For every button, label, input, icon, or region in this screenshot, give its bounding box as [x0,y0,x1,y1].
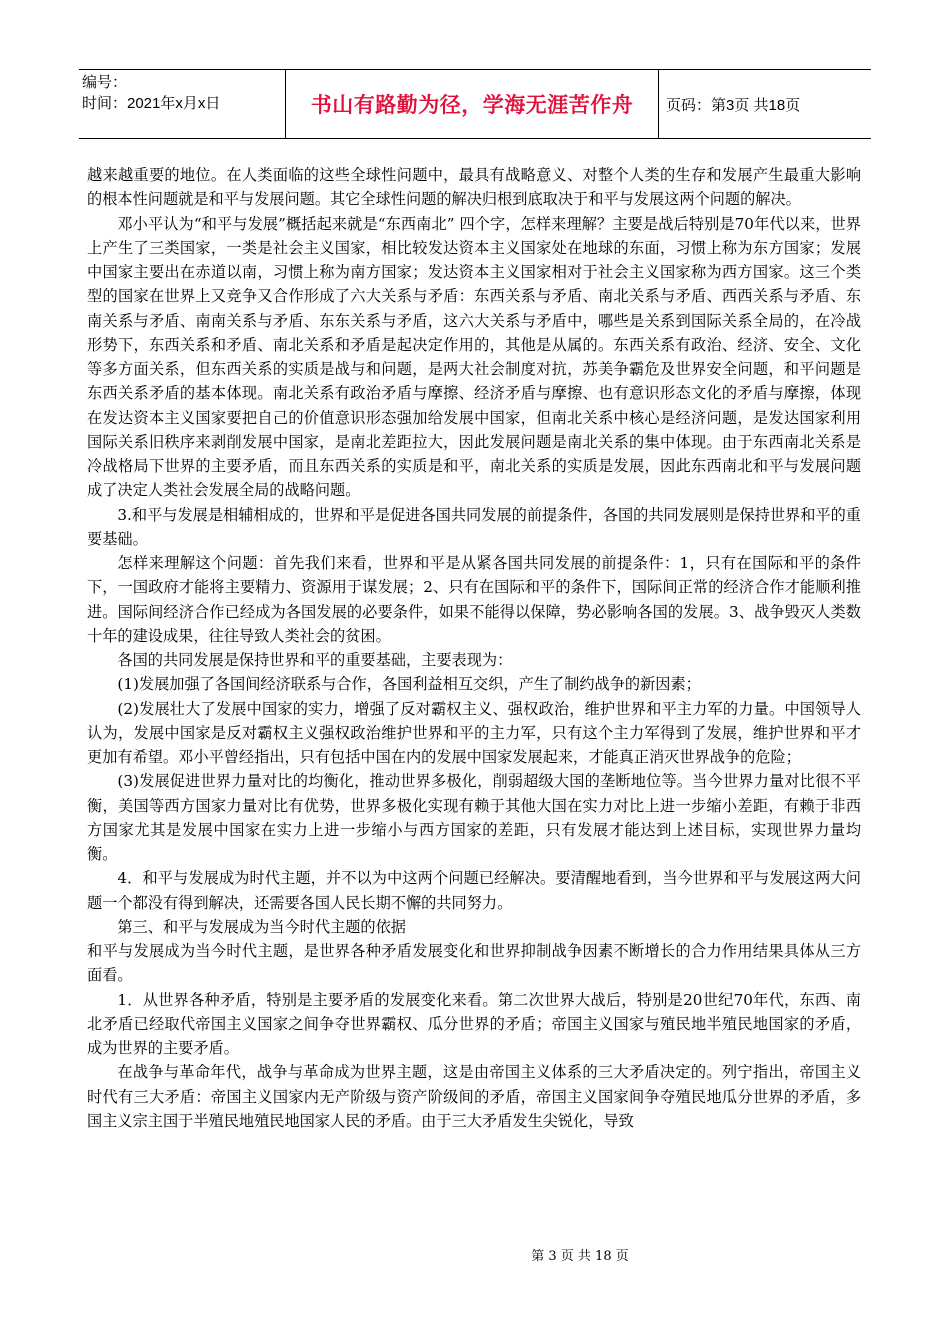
body-paragraph: 3.和平与发展是相辅相成的，世界和平是促进各国共同发展的前提条件，各国的共同发展则是保持世界和平的重要基础。 [87,505,861,548]
body-paragraph: 怎样来理解这个问题：首先我们来看，世界和平是从紧各国共同发展的前提条件：1，只有在国际和平的条件下，一国政府才能将主要精力、资源用于谋发展；2、只有在国际和平的条件下，国际间正常的经济合作才能顺利推进。国际间经济合作已经成为各国发展的必要条件，如果不能得以保障，势必影响各国的发展。3、战争毁灭人类数十年的建设成果，往往导致人类社会的贫困。 [87,554,861,645]
body-paragraph: (3)发展促进世界力量对比的均衡化，推动世界多极化，削弱超级大国的垄断地位等。当今世界力量对比很不平衡，美国等西方国家力量对比有优势，世界多极化实现有赖于其他大国在实力对比上进一步缩小差距，有赖于非西方国家尤其是发展中国家在实力上进一步缩小与西方国家的差距，只有发展才能达到上述目标，实现世界力量均衡。 [87,772,861,863]
body-paragraph: (2)发展壮大了发展中国家的实力，增强了反对霸权主义、强权政治，维护世界和平主力军的力量。中国领导人认为，发展中国家是反对霸权主义强权政治维护世界和平的主力军，只有这个主力军得到了发展，维护世界和平才更加有希望。邓小平曾经指出，只有包括中国在内的发展中国家发展起来，才能真正消灭世界战争的危险； [87,699,861,766]
header-page-info: 页码：第3页 共18页 [666,96,801,114]
page-header [79,69,871,139]
header-meta [79,70,285,138]
header-motto: 书山有路勤为径，学海无涯苦作舟 [310,93,634,117]
header-page-cell [659,70,871,138]
footer-page-number: 第 3 页 共 18 页 [531,1249,629,1264]
document-body [87,163,861,1133]
body-paragraph: 4．和平与发展成为时代主题，并不以为中这两个问题已经解决。要清醒地看到，当今世界和平与发展这两大问题一个都没有得到解决，还需要各国人民长期不懈的共同努力。 [87,869,861,912]
body-paragraph: 在战争与革命年代，战争与革命成为世界主题，这是由帝国主义体系的三大矛盾决定的。列宁指出，帝国主义时代有三大矛盾：帝国主义国家内无产阶级与资产阶级间的矛盾，帝国主义国家间争夺殖民地瓜分世界的矛盾，多国主义宗主国于半殖民地殖民地国家人民的矛盾。由于三大矛盾发生尖锐化，导致 [87,1063,861,1130]
body-paragraph: 1．从世界各种矛盾，特别是主要矛盾的发展变化来看。第二次世界大战后，特别是20世纪70年代，东西、南北矛盾已经取代帝国主义国家之间争夺世界霸权、瓜分世界的矛盾；帝国主义国家与殖民地半殖民地国家的矛盾，成为世界的主要矛盾。 [87,990,861,1057]
page-footer [0,1245,950,1264]
document-number-label: 编号： [82,74,128,91]
header-motto-cell [285,70,659,138]
body-paragraph: 和平与发展成为当今时代主题，是世界各种矛盾发展变化和世界抑制战争因素不断增长的合力作用结果具体从三方面看。 [87,942,861,985]
document-date: 时间：2021年x月x日 [82,95,221,112]
body-paragraph: 第三、和平与发展成为当今时代主题的依据 [117,917,406,936]
body-paragraph: 邓小平认为“和平与发展”概括起来就是“东西南北” 四个字，怎样来理解？主要是战后特别是70年代以来，世界上产生了三类国家，一类是社会主义国家，相比较发达资本主义国家处在地球的东面，习惯上称为东方国家；发展中国家主要出在赤道以南，习惯上称为南方国家；发达资本主义国家相对于社会主义国家称为西方国家。这三个类型的国家在世界上又竞争又合作形成了六大关系与矛盾：东西关系与矛盾、南北关系与矛盾、西西关系与矛盾、东南关系与矛盾、南南关系与矛盾、东东关系与矛盾，这六大关系与矛盾中，哪些是关系到国际关系全局的，在冷战形势下，东西关系和矛盾、南北关系和矛盾是起决定作用的，其他是从属的。东西关系有政治、经济、安全、文化等多方面关系，但东西关系的实质是战与和问题，是两大社会制度对抗，苏美争霸危及世界安全问题，和平问题是东西关系矛盾的基本体现。南北关系有政治矛盾与摩擦、经济矛盾与摩擦、也有意识形态文化的矛盾与摩擦，体现在发达资本主义国家要把自己的价值意识形态强加给发展中国家，但南北关系中核心是经济问题，是发达国家利用国际关系旧秩序来剥削发展中国家，是南北差距拉大，因此发展问题是南北关系的集中体现。由于东西南北关系是冷战格局下世界的主要矛盾，而且东西关系的实质是和平，南北关系的实质是发展，因此东西南北和平与发展问题成了决定人类社会发展全局的战略问题。 [87,214,861,500]
body-paragraph: (1)发展加强了各国间经济联系与合作，各国利益相互交织，产生了制约战争的新因素； [117,675,701,694]
body-paragraph: 越来越重要的地位。在人类面临的这些全球性问题中，最具有战略意义、对整个人类的生存和发展产生最重大影响的根本性问题就是和平与发展问题。其它全球性问题的解决归根到底取决于和平与发展这两个问题的解决。 [87,166,861,209]
body-paragraph: 各国的共同发展是保持世界和平的重要基础，主要表现为： [117,651,513,669]
